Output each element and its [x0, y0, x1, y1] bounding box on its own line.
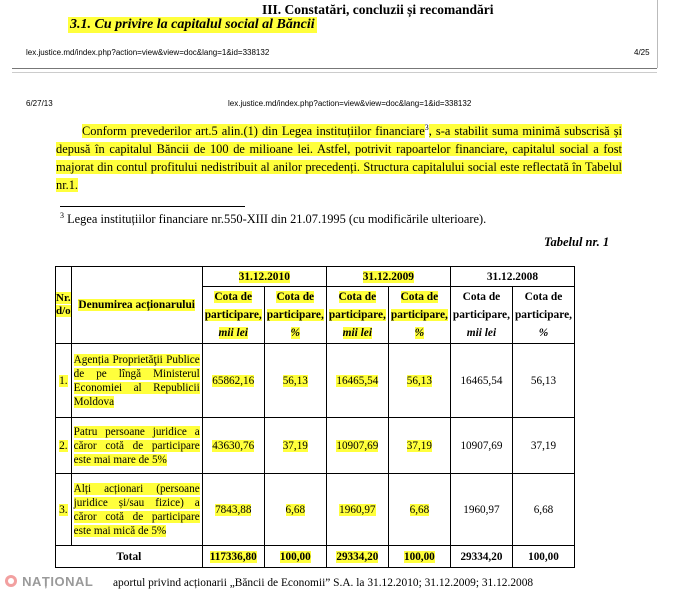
- cell-value: 37,19: [264, 418, 326, 474]
- page-divider: [12, 68, 657, 69]
- logo-icon: [4, 574, 18, 588]
- footnote-text: Legea instituțiilor financiare nr.550-XIII din 21.07.1995 (cu modificările ulterioare).: [67, 212, 487, 227]
- table-source: aportul privind acționarii „Băncii de Economii” S.A. la 31.12.2010; 31.12.2009; 31.12.2008: [113, 577, 534, 589]
- row-number: 3.: [56, 474, 72, 546]
- cell-value: 56,13: [264, 344, 326, 418]
- total-label: Total: [56, 546, 203, 568]
- total-value: 100,00: [388, 546, 450, 568]
- header-year-2009: 31.12.2009: [326, 267, 450, 287]
- section-subheading: 3.1. Cu privire la capitalul social al Băncii: [70, 17, 315, 32]
- row-number: 2.: [56, 418, 72, 474]
- sub-header-pct: Cota de participare, %: [264, 287, 326, 344]
- sub-header-lei: Cota de participare, mii lei: [326, 287, 388, 344]
- total-row: [56, 546, 575, 568]
- footnote-rule: [60, 206, 245, 207]
- cell-value: 6,68: [264, 474, 326, 546]
- cell-value: 16465,54: [450, 344, 512, 418]
- cell-value: 1960,97: [326, 474, 388, 546]
- shareholder-name: Patru persoane juridice a căror cotă de participare este mai mare de 5%: [71, 418, 202, 474]
- table-caption: Tabelul nr. 1: [544, 235, 610, 249]
- print-date: 6/27/13: [26, 99, 53, 108]
- sub-header-lei: Cota de participare, mii lei: [450, 287, 512, 344]
- header-year-2008: 31.12.2008: [450, 267, 574, 287]
- page-divider-2: [12, 72, 657, 73]
- total-value: 100,00: [512, 546, 574, 568]
- cell-value: 65862,16: [202, 344, 264, 418]
- sub-header-lei: Cota de participare, mii lei: [202, 287, 264, 344]
- watermark-logo: NAȚIONAL: [4, 574, 93, 589]
- footnote: [60, 211, 486, 227]
- cell-value: 7843,88: [202, 474, 264, 546]
- shareholder-name: Agenția Proprietăţii Publice de pe lîngă Ministerul Economiei al Republicii Moldova: [71, 344, 202, 418]
- cell-value: 10907,69: [326, 418, 388, 474]
- paragraph-text-2: , s-a stabilit suma minimă subscrisă și depusă în capitalul Băncii de 100 de milioane lei. Astfel, potrivit rapoartelor financiare, capitalul social a fost majorat din contul profitului nedistribuit al anilor precedenți. Structura capitalului social este reflectată în Tabelul nr.1.: [56, 124, 622, 193]
- cell-value: 56,13: [388, 344, 450, 418]
- row-number: 1.: [56, 344, 72, 418]
- capital-table: [55, 266, 575, 568]
- page-edge: [657, 0, 658, 68]
- cell-value: 43630,76: [202, 418, 264, 474]
- total-value: 29334,20: [450, 546, 512, 568]
- shareholder-name: Alți acționari (persoane juridice și/sau fizice) a căror cotă de participare este mai mică de 5%: [71, 474, 202, 546]
- section-heading: III. Constatări, concluzii și recomandări: [262, 2, 494, 17]
- sub-header-pct: Cota de participare, %: [512, 287, 574, 344]
- cell-value: 1960,97: [450, 474, 512, 546]
- table-row: [56, 474, 575, 546]
- table-row: [56, 344, 575, 418]
- cell-value: 37,19: [388, 418, 450, 474]
- cell-value: 16465,54: [326, 344, 388, 418]
- sub-header-pct: Cota de participare, %: [388, 287, 450, 344]
- header-nr: Nr. d/o: [56, 267, 72, 344]
- footnote-number: 3: [60, 211, 64, 220]
- header-name: Denumirea acționarului: [71, 267, 202, 344]
- cell-value: 10907,69: [450, 418, 512, 474]
- paragraph-text-1: Conform prevederilor art.5 alin.(1) din Legea instituțiilor financiare: [82, 124, 425, 139]
- total-value: 29334,20: [326, 546, 388, 568]
- page-number: 4/25: [634, 48, 650, 57]
- total-value: 117336,80: [202, 546, 264, 568]
- header-year-2010: 31.12.2010: [202, 267, 326, 287]
- cell-value: 6,68: [512, 474, 574, 546]
- header-url[interactable]: lex.justice.md/index.php?action=view&view=doc&lang=1&id=338132: [26, 48, 270, 57]
- cell-value: 6,68: [388, 474, 450, 546]
- footnote-ref[interactable]: 3: [424, 123, 429, 132]
- table-row: [56, 418, 575, 474]
- body-paragraph: [56, 119, 622, 194]
- cell-value: 37,19: [512, 418, 574, 474]
- cell-value: 56,13: [512, 344, 574, 418]
- print-url[interactable]: lex.justice.md/index.php?action=view&view=doc&lang=1&id=338132: [228, 99, 472, 108]
- total-value: 100,00: [264, 546, 326, 568]
